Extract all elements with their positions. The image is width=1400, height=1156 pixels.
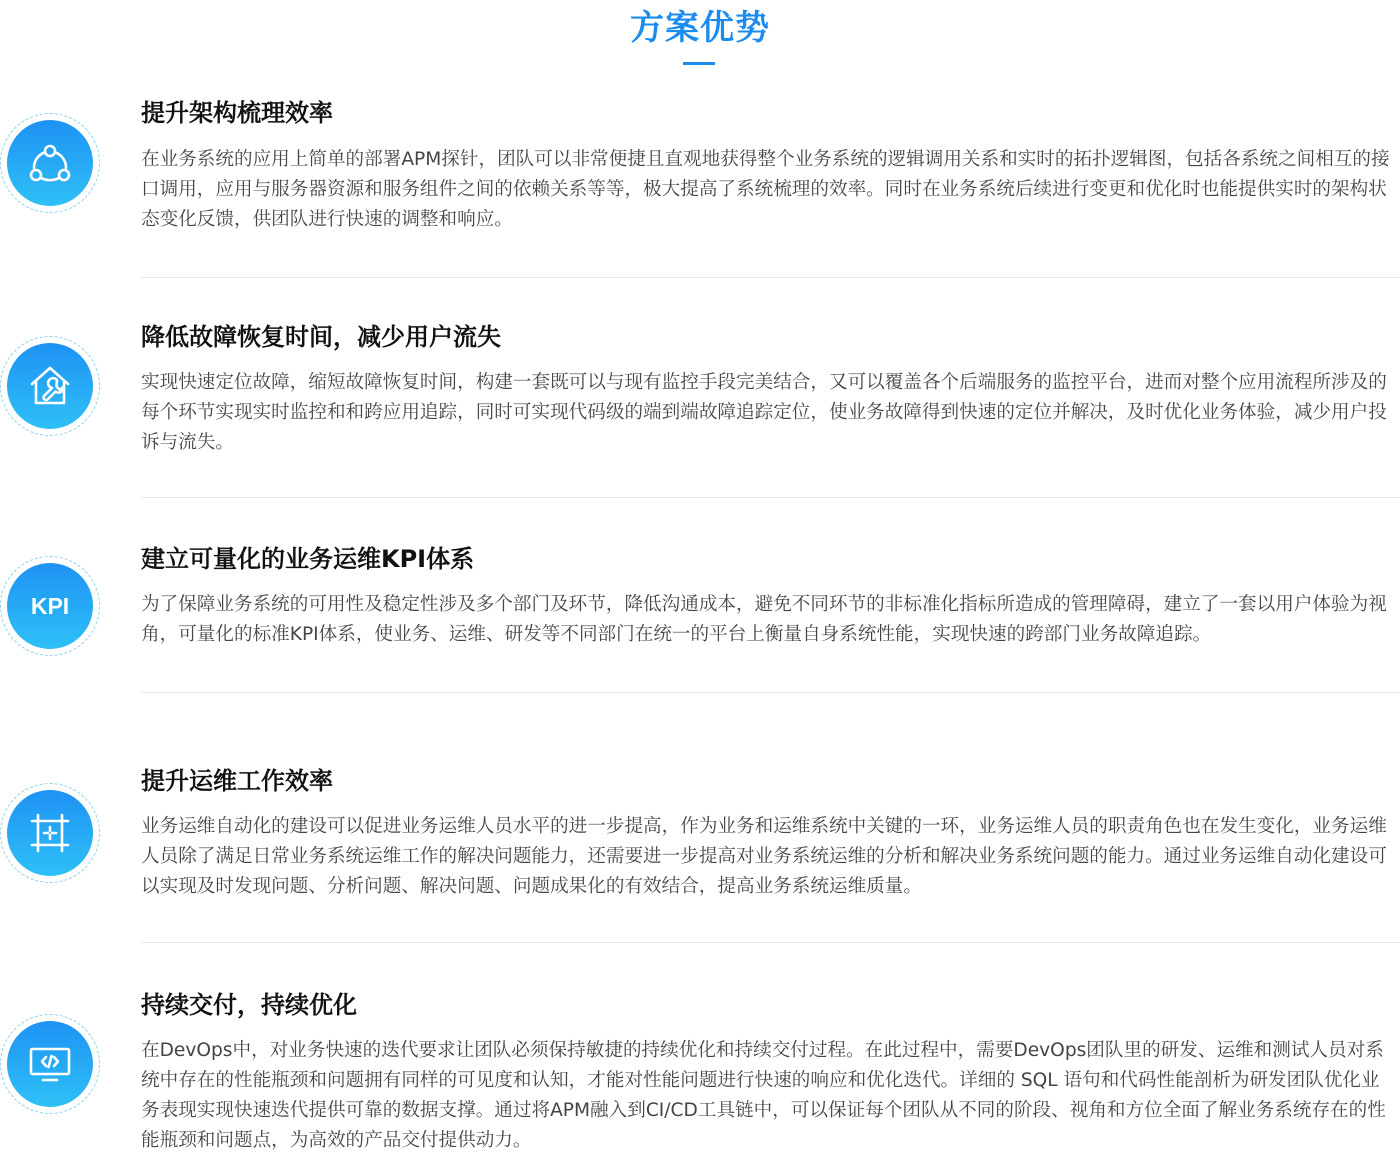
item-description: 实现快速定位故障，缩短故障恢复时间，构建一套既可以与现有监控手段完美结合，又可以覆盖各个后端服务的监控平台，进而对整个应用流程所涉及的每个环节实现实时监控和和跨应用追踪，同时可实现代码级的端到端故障追踪定位，使业务故障得到快速的定位并解决，及时优化业务体验，减少用户投诉与流失。 xyxy=(141,372,1387,453)
item-title: 建立可量化的业务运维KPI体系 xyxy=(141,545,475,573)
item-description: 业务运维自动化的建设可以促进业务运维人员水平的进一步提高，作为业务和运维系统中关键的一环，业务运维人员的职责角色也在发生变化，业务运维人员除了满足日常业务系统运维工作的解决问题能力，还需要进一步提高对业务系统运维的分析和解决业务系统问题的能力。通过业务运维自动化建设可以实现及时发现问题、分析问题、解决问题、问题成果化的有效结合，提高业务系统运维质量。 xyxy=(141,816,1387,897)
item-description: 在业务系统的应用上简单的部署APM探针，团队可以非常便捷且直观地获得整个业务系统的逻辑调用关系和实时的拓扑逻辑图，包括各系统之间相互的接口调用，应用与服务器资源和服务组件之间的依赖关系等等，极大提高了系统梳理的效率。同时在业务系统后续进行变更和优化时也能提供实时的架构状态变化反馈，供团队进行快速的调整和响应。 xyxy=(141,149,1390,230)
focus-frame-icon xyxy=(27,810,73,856)
divider xyxy=(141,277,1400,278)
icon-disc xyxy=(7,563,93,649)
icon-disc xyxy=(7,120,93,206)
divider xyxy=(141,692,1400,693)
item-title: 持续交付，持续优化 xyxy=(141,991,357,1019)
divider xyxy=(141,497,1400,498)
icon-ring xyxy=(0,783,100,883)
section-title: 方案优势 xyxy=(630,8,770,48)
section-title-underline xyxy=(683,62,715,65)
share-nodes-icon xyxy=(27,140,73,186)
icon-ring xyxy=(0,113,100,213)
house-wrench-icon xyxy=(27,363,73,409)
item-title: 提升运维工作效率 xyxy=(141,767,333,795)
icon-ring xyxy=(0,336,100,436)
icon-ring xyxy=(0,556,100,656)
icon-ring xyxy=(0,1014,100,1114)
item-description: 为了保障业务系统的可用性及稳定性涉及多个部门及环节，降低沟通成本，避免不同环节的非标准化指标所造成的管理障碍，建立了一套以用户体验为视角，可量化的标准KPI体系，使业务、运维、研发等不同部门在统一的平台上衡量自身系统性能，实现快速的跨部门业务故障追踪。 xyxy=(141,594,1387,645)
icon-disc xyxy=(7,343,93,429)
kpi-icon: KPI xyxy=(30,592,70,619)
item-title: 降低故障恢复时间，减少用户流失 xyxy=(141,323,501,351)
icon-disc xyxy=(7,790,93,876)
divider xyxy=(141,942,1400,943)
icon-disc xyxy=(7,1021,93,1107)
code-monitor-icon xyxy=(27,1041,73,1087)
item-description: 在DevOps中，对业务快速的迭代要求让团队必须保持敏捷的持续优化和持续交付过程。在此过程中，需要DevOps团队里的研发、运维和测试人员对系统中存在的性能瓶颈和问题拥有同样的可见度和认知，才能对性能问题进行快速的响应和优化迭代。详细的 SQL 语句和代码性能剖析为研发团队优化业务表现实现快速迭代提供可靠的数据支撑。通过将APM融入到CI/CD工具链中，可以保证每个团队从不同的阶段、视角和方位全面了解业务系统存在的性能瓶颈和问题点，为高效的产品交付提供动力。 xyxy=(141,1040,1386,1151)
item-title: 提升架构梳理效率 xyxy=(141,99,333,127)
